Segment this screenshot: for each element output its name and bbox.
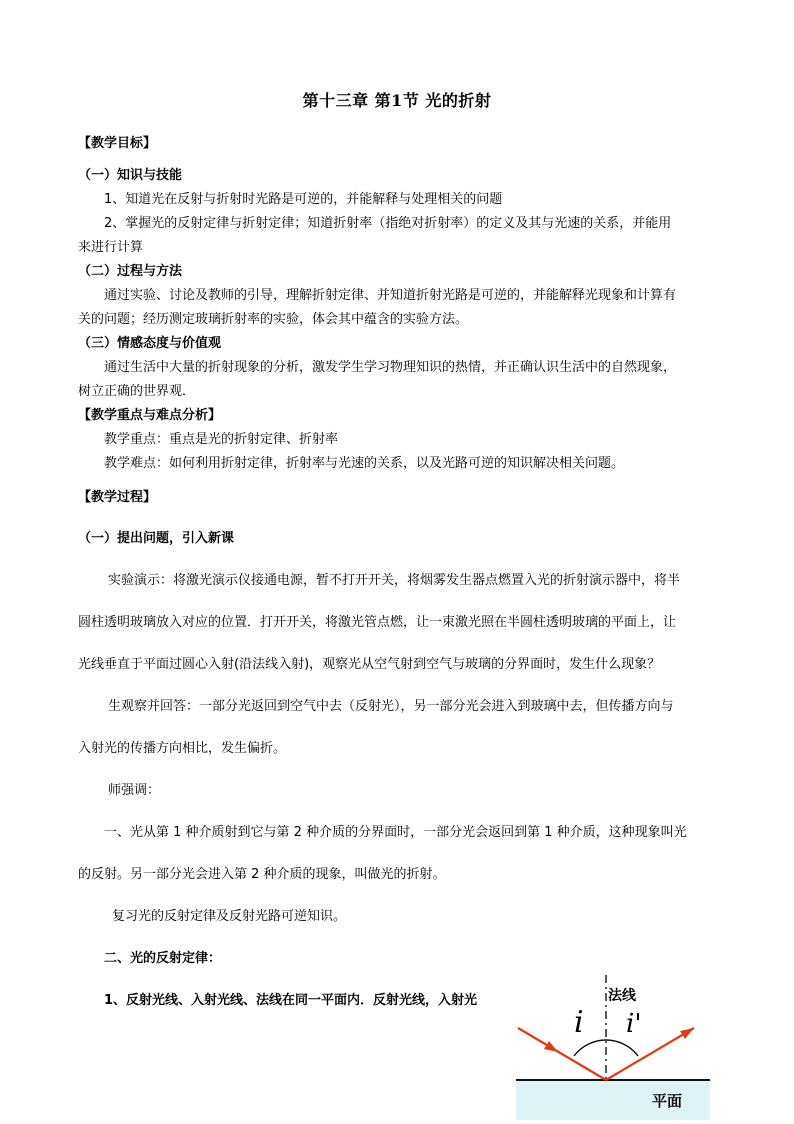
knowledge-item-2-cont: 来进行计算 bbox=[78, 240, 144, 255]
observation-paragraph: 生观察并回答：一部分光返回到空气中去（反射光），另一部分光会进入到玻璃中去，但传播方向与 bbox=[108, 699, 674, 714]
reflection-law-item-1: 1、反射光线、入射光线、法线在同一平面内．反射光线，入射光 bbox=[104, 993, 478, 1008]
process-heading: 【教学过程】 bbox=[78, 490, 157, 505]
reflected-ray bbox=[606, 1028, 694, 1080]
reflection-diagram bbox=[510, 970, 720, 1120]
incident-angle-label: i bbox=[574, 1005, 584, 1040]
knowledge-heading: （一）知识与技能 bbox=[78, 168, 183, 183]
observation-paragraph-cont: 入射光的传播方向相比，发生偏折。 bbox=[78, 741, 287, 756]
angle-arc-reflected bbox=[606, 1040, 638, 1056]
reflected-angle-label: i' bbox=[626, 1009, 642, 1039]
demo-paragraph-cont-2: 光线垂直于平面过圆心入射(沿法线入射)，观察光从空气射到空气与玻璃的分界面时，发生什么现象？ bbox=[78, 657, 661, 672]
method-paragraph: 通过实验、讨论及教师的引导，理解折射定律、并知道折射光路是可逆的，并能解释光现象和计算有 bbox=[104, 288, 677, 303]
teacher-emphasis: 师强调： bbox=[108, 783, 161, 798]
surface-label: 平面 bbox=[652, 1092, 683, 1110]
attitude-heading: （三）情感态度与价值观 bbox=[78, 336, 222, 351]
demo-paragraph-cont-1: 圆柱透明玻璃放入对应的位置．打开开关，将激光管点燃，让一束激光照在半圆柱透明玻璃的平面上，让 bbox=[78, 615, 677, 630]
definition-paragraph: 一、光从第 1 种介质射到它与第 2 种介质的分界面时，一部分光会返回到第 1 种介质，这种现象叫光 bbox=[104, 825, 687, 840]
definition-paragraph-cont: 的反射。另一部分光会进入第 2 种介质的现象，叫做光的折射。 bbox=[78, 867, 446, 882]
attitude-paragraph-cont: 树立正确的世界观． bbox=[78, 384, 196, 399]
attitude-paragraph: 通过生活中大量的折射现象的分析，激发学生学习物理知识的热情，并正确认识生活中的自然现象， bbox=[104, 360, 677, 375]
objectives-heading: 【教学目标】 bbox=[78, 136, 157, 151]
demo-paragraph: 实验演示：将激光演示仪接通电源，暂不打开开关，将烟雾发生器点燃置入光的折射演示器中，将半 bbox=[108, 573, 681, 588]
method-heading: （二）过程与方法 bbox=[78, 264, 183, 279]
angle-arc-incident bbox=[574, 1040, 606, 1056]
review-line: 复习光的反射定律及反射光路可逆知识。 bbox=[112, 909, 347, 924]
knowledge-item-2: 2、掌握光的反射定律与折射定律；知道折射率（指绝对折射率）的定义及其与光速的关系，并能用 bbox=[104, 216, 672, 231]
reflected-arrow bbox=[680, 1028, 694, 1039]
focus-difficult-point: 教学难点：如何利用折射定律，折射率与光速的关系，以及光路可逆的知识解决相关问题。 bbox=[104, 456, 625, 471]
focus-heading: 【教学重点与难点分析】 bbox=[78, 408, 222, 423]
reflection-diagram-svg bbox=[510, 970, 720, 1120]
reflection-law-heading: 二、光的反射定律： bbox=[104, 951, 222, 966]
normal-label: 法线 bbox=[608, 988, 636, 1004]
incident-ray bbox=[518, 1028, 606, 1080]
method-paragraph-cont: 关的问题；经历测定玻璃折射率的实验，体会其中蕴含的实验方法。 bbox=[78, 312, 469, 327]
part1-heading: （一）提出问题，引入新课 bbox=[78, 531, 235, 546]
incident-arrow bbox=[544, 1041, 558, 1052]
page-title: 第十三章 第1节 光的折射 bbox=[302, 91, 492, 110]
focus-key-point: 教学重点：重点是光的折射定律、折射率 bbox=[104, 432, 339, 447]
knowledge-item-1: 1、知道光在反射与折射时光路是可逆的，并能解释与处理相关的问题 bbox=[104, 192, 503, 207]
